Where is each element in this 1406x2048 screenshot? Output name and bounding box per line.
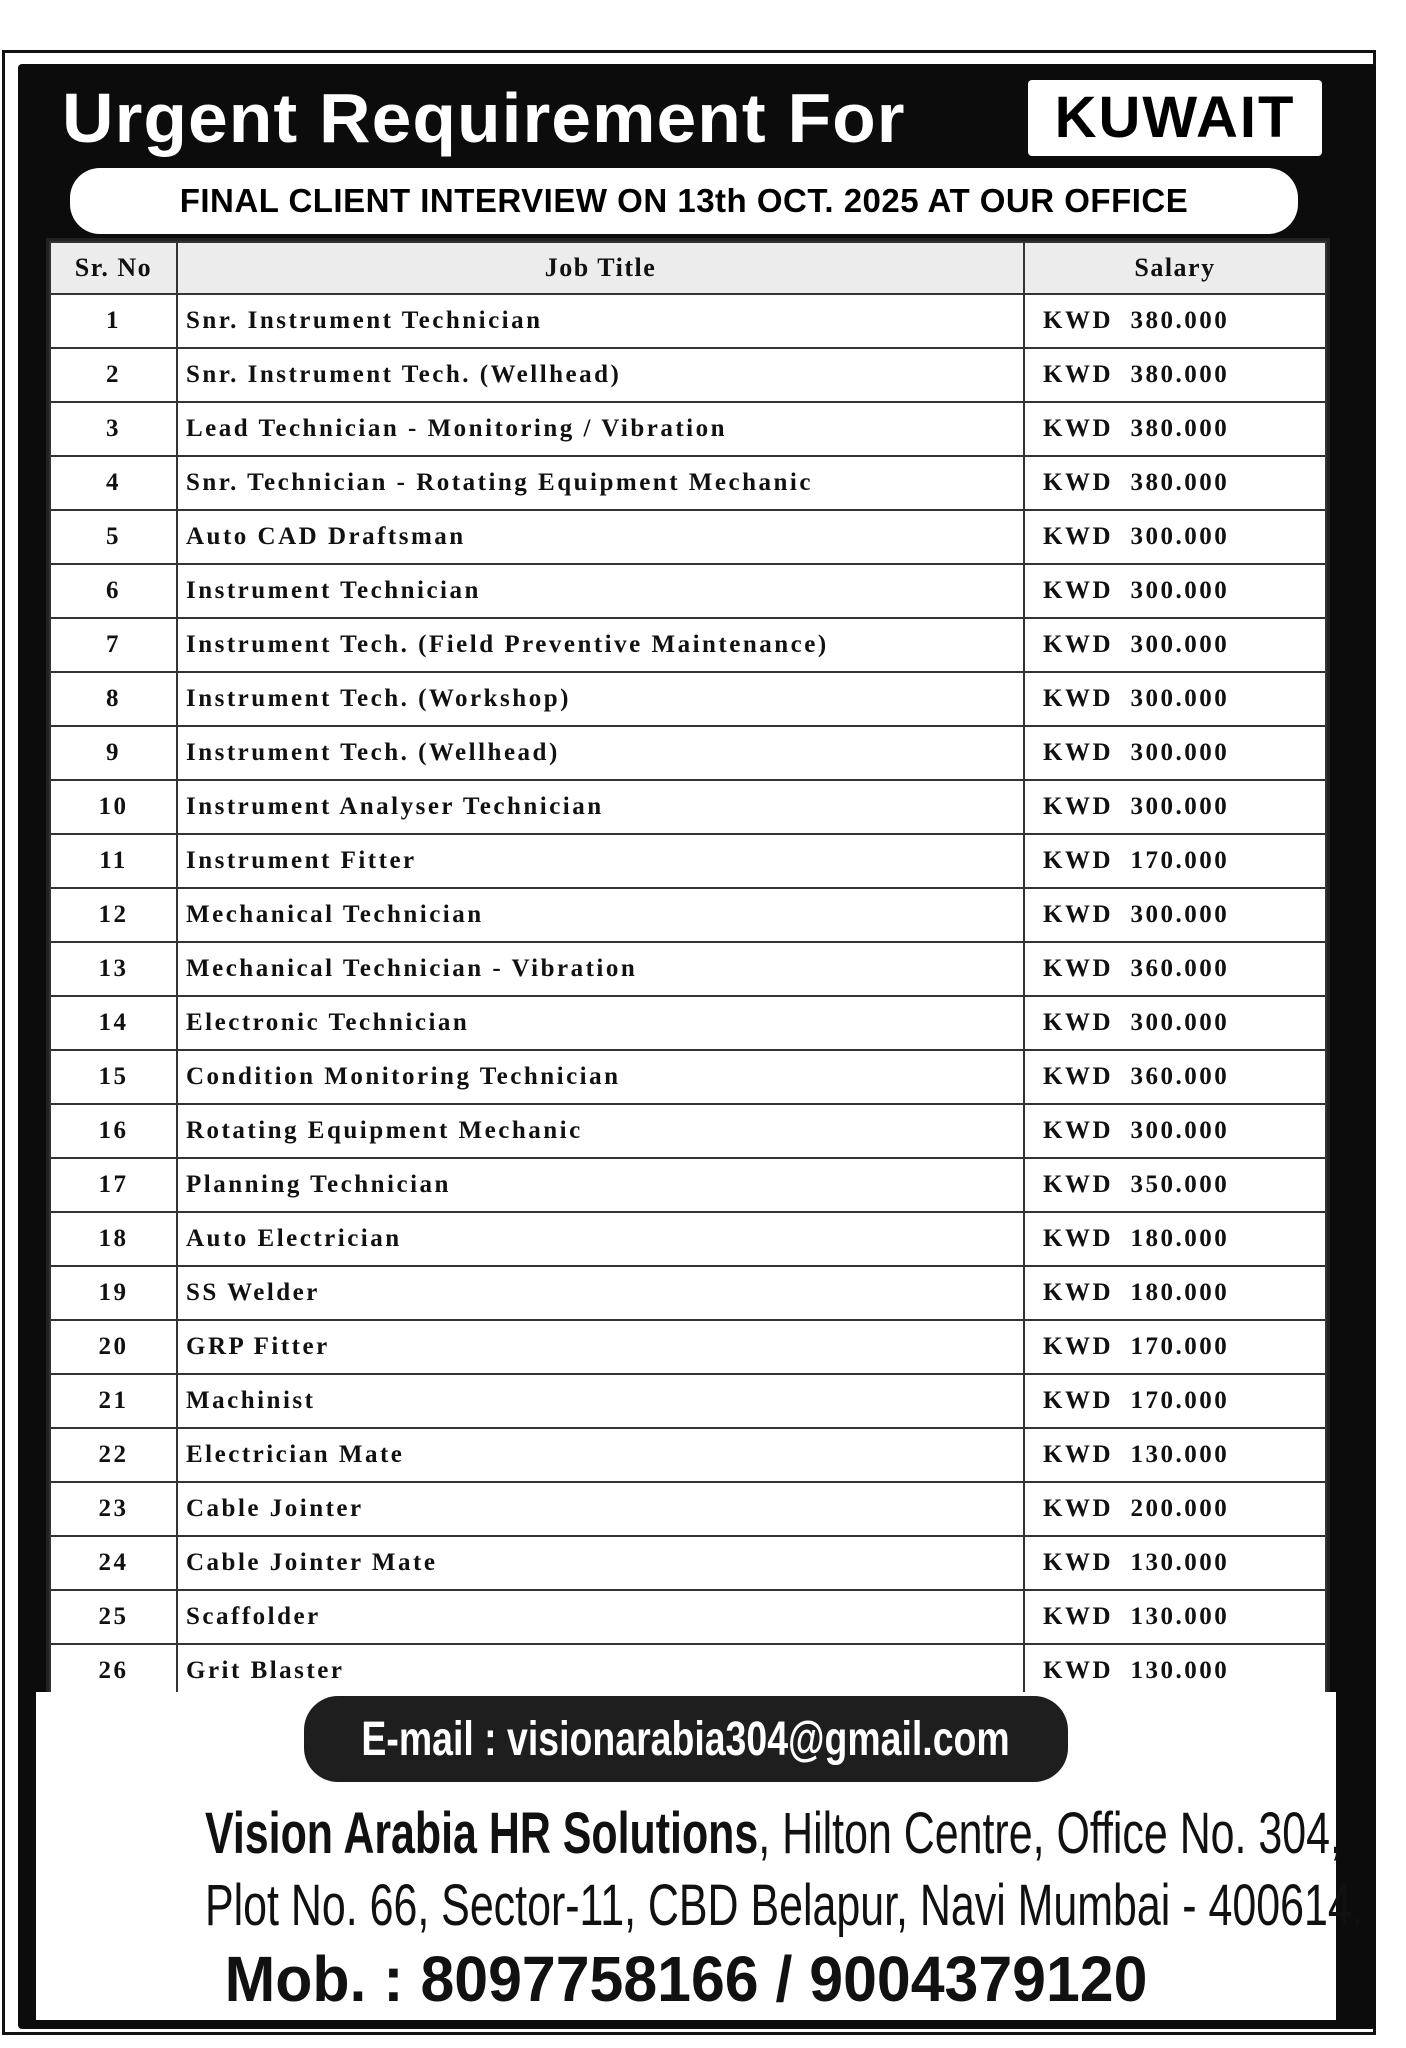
address-line-2: Plot No. 66, Sector-11, CBD Belapur, Navi Mumbai - 400614. [205, 1873, 1364, 1938]
table-row [50, 348, 1326, 402]
salary-cell: KWD 300.000 [1024, 564, 1326, 618]
job-title-cell: Grit Blaster [177, 1644, 1024, 1698]
table-row [50, 1374, 1326, 1428]
salary-cell: KWD 300.000 [1024, 510, 1326, 564]
headline: Urgent Requirement For [62, 79, 906, 157]
job-title-cell: Instrument Tech. (Workshop) [177, 672, 1024, 726]
table-row [50, 942, 1326, 996]
table-row [50, 564, 1326, 618]
job-title-cell: Mechanical Technician [177, 888, 1024, 942]
salary-cell: KWD 380.000 [1024, 456, 1326, 510]
salary-cell: KWD 130.000 [1024, 1428, 1326, 1482]
sr-cell: 1 [50, 294, 177, 348]
salary-cell: KWD 180.000 [1024, 1266, 1326, 1320]
table-row [50, 996, 1326, 1050]
salary-cell: KWD 130.000 [1024, 1644, 1326, 1698]
salary-cell: KWD 380.000 [1024, 402, 1326, 456]
salary-cell: KWD 170.000 [1024, 1374, 1326, 1428]
salary-cell: KWD 380.000 [1024, 294, 1326, 348]
salary-cell: KWD 360.000 [1024, 1050, 1326, 1104]
job-title-cell: SS Welder [177, 1266, 1024, 1320]
salary-cell: KWD 360.000 [1024, 942, 1326, 996]
interview-banner-text: FINAL CLIENT INTERVIEW ON 13th OCT. 2025 AT OUR OFFICE [179, 182, 1189, 219]
sr-cell: 12 [50, 888, 177, 942]
job-title-cell: Mechanical Technician - Vibration [177, 942, 1024, 996]
job-title-cell: Scaffolder [177, 1590, 1024, 1644]
salary-cell: KWD 300.000 [1024, 996, 1326, 1050]
job-title-cell: Planning Technician [177, 1158, 1024, 1212]
col-header-job: Job Title [177, 242, 1024, 294]
email-pill[interactable] [304, 1696, 1068, 1782]
salary-cell: KWD 300.000 [1024, 888, 1326, 942]
table-row [50, 888, 1326, 942]
table-row [50, 1320, 1326, 1374]
sr-cell: 23 [50, 1482, 177, 1536]
mobile-numbers: Mob. : 8097758166 / 9004379120 [224, 1943, 1148, 2015]
job-title-cell: Electronic Technician [177, 996, 1024, 1050]
sr-cell: 18 [50, 1212, 177, 1266]
salary-cell: KWD 200.000 [1024, 1482, 1326, 1536]
table-row [50, 1266, 1326, 1320]
table-row [50, 780, 1326, 834]
col-header-sr: Sr. No [50, 242, 177, 294]
salary-cell: KWD 180.000 [1024, 1212, 1326, 1266]
table-row [50, 402, 1326, 456]
sr-cell: 13 [50, 942, 177, 996]
table-row [50, 1212, 1326, 1266]
sr-cell: 5 [50, 510, 177, 564]
table-row [50, 1104, 1326, 1158]
sr-cell: 3 [50, 402, 177, 456]
job-title-cell: Auto CAD Draftsman [177, 510, 1024, 564]
company-name: Vision Arabia HR Solutions [205, 1801, 759, 1866]
salary-cell: KWD 300.000 [1024, 618, 1326, 672]
table-row [50, 1428, 1326, 1482]
table-row [50, 510, 1326, 564]
salary-cell: KWD 170.000 [1024, 1320, 1326, 1374]
job-title-cell: Condition Monitoring Technician [177, 1050, 1024, 1104]
sr-cell: 2 [50, 348, 177, 402]
salary-cell: KWD 170.000 [1024, 834, 1326, 888]
salary-cell: KWD 130.000 [1024, 1590, 1326, 1644]
salary-cell: KWD 350.000 [1024, 1158, 1326, 1212]
table-row [50, 1482, 1326, 1536]
table-row [50, 726, 1326, 780]
contact-footer [36, 1692, 1364, 2020]
job-title-cell: Snr. Instrument Tech. (Wellhead) [177, 348, 1024, 402]
sr-cell: 25 [50, 1590, 177, 1644]
table-row [50, 618, 1326, 672]
job-title-cell: Snr. Instrument Technician [177, 294, 1024, 348]
table-row [50, 456, 1326, 510]
sr-cell: 4 [50, 456, 177, 510]
salary-cell: KWD 300.000 [1024, 672, 1326, 726]
sr-cell: 22 [50, 1428, 177, 1482]
sr-cell: 7 [50, 618, 177, 672]
sr-cell: 10 [50, 780, 177, 834]
table-row [50, 1590, 1326, 1644]
email-text: E-mail : visionarabia304@gmail.com [361, 1712, 1011, 1766]
job-title-cell: Instrument Tech. (Field Preventive Maintenance) [177, 618, 1024, 672]
sr-cell: 17 [50, 1158, 177, 1212]
job-title-cell: Instrument Analyser Technician [177, 780, 1024, 834]
interview-banner [70, 168, 1298, 234]
job-title-cell: Instrument Technician [177, 564, 1024, 618]
table-row [50, 1644, 1326, 1698]
sr-cell: 16 [50, 1104, 177, 1158]
country-badge: KUWAIT [1028, 80, 1322, 156]
address-line-1-rest: , Hilton Centre, Office No. 304, [758, 1801, 1342, 1866]
job-title-cell: Cable Jointer [177, 1482, 1024, 1536]
table-row [50, 834, 1326, 888]
job-title-cell: Cable Jointer Mate [177, 1536, 1024, 1590]
sr-cell: 6 [50, 564, 177, 618]
table-row [50, 1050, 1326, 1104]
sr-cell: 21 [50, 1374, 177, 1428]
sr-cell: 8 [50, 672, 177, 726]
sr-cell: 14 [50, 996, 177, 1050]
job-title-cell: Instrument Tech. (Wellhead) [177, 726, 1024, 780]
job-title-cell: Lead Technician - Monitoring / Vibration [177, 402, 1024, 456]
table-row [50, 1158, 1326, 1212]
salary-cell: KWD 380.000 [1024, 348, 1326, 402]
sr-cell: 20 [50, 1320, 177, 1374]
jobs-table [46, 238, 1330, 1702]
sr-cell: 19 [50, 1266, 177, 1320]
salary-cell: KWD 300.000 [1024, 780, 1326, 834]
job-title-cell: GRP Fitter [177, 1320, 1024, 1374]
table-row [50, 294, 1326, 348]
table-row [50, 1536, 1326, 1590]
salary-cell: KWD 130.000 [1024, 1536, 1326, 1590]
salary-cell: KWD 300.000 [1024, 726, 1326, 780]
table-header-row [50, 242, 1326, 294]
sr-cell: 26 [50, 1644, 177, 1698]
col-header-salary: Salary [1024, 242, 1326, 294]
sr-cell: 15 [50, 1050, 177, 1104]
job-title-cell: Rotating Equipment Mechanic [177, 1104, 1024, 1158]
job-title-cell: Machinist [177, 1374, 1024, 1428]
job-title-cell: Snr. Technician - Rotating Equipment Mechanic [177, 456, 1024, 510]
sr-cell: 9 [50, 726, 177, 780]
address-line-1 [205, 1800, 1342, 1867]
sr-cell: 11 [50, 834, 177, 888]
sr-cell: 24 [50, 1536, 177, 1590]
job-title-cell: Electrician Mate [177, 1428, 1024, 1482]
salary-cell: KWD 300.000 [1024, 1104, 1326, 1158]
table-row [50, 672, 1326, 726]
job-title-cell: Instrument Fitter [177, 834, 1024, 888]
job-title-cell: Auto Electrician [177, 1212, 1024, 1266]
